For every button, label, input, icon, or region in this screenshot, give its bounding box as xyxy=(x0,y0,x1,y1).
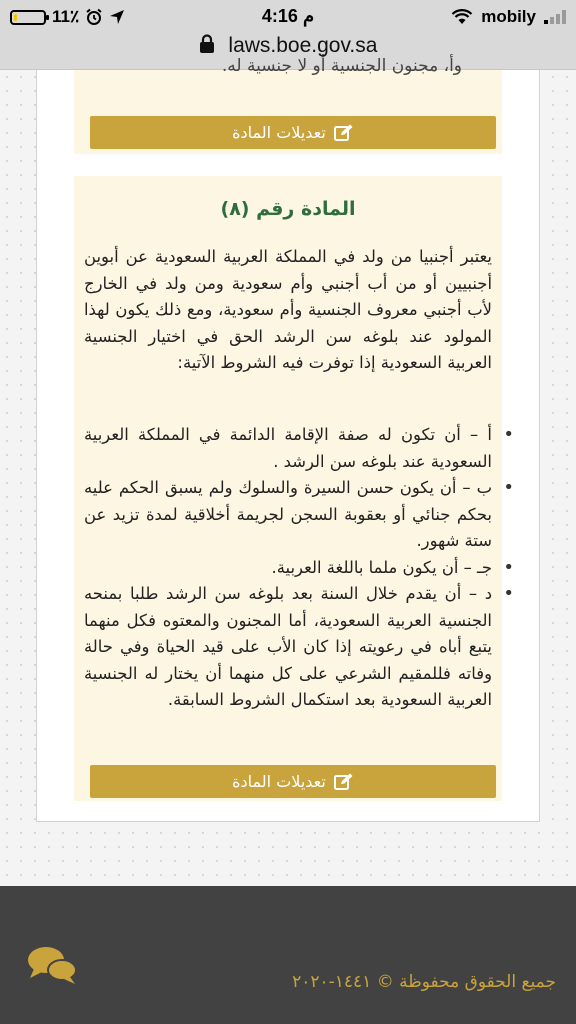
battery-percent: 11٪ xyxy=(52,7,80,26)
edit-icon xyxy=(334,124,354,142)
article-card xyxy=(74,176,514,801)
condition-text: جـ – أن يكون ملما باللغة العربية. xyxy=(271,557,492,577)
condition-text: د – أن يقدم خلال السنة بعد بلوغه سن الرشد طلبا بمنحه الجنسية العربية السعودية، أما المجنون والمعتوه فكل منهما يتبع أباه في رعويته إذا كان الأب على قيد الحياة وفي حالة وفاته فللمقيم الشرعي على كل منهما أن يختار له الجنسية العربية السعودية بعد استكمال الشروط السابقة. xyxy=(84,584,492,709)
previous-article-cut-text: وأ، مجنون الجنسية أو لا جنسية له. xyxy=(221,56,462,76)
article-conditions-list xyxy=(84,422,514,714)
previous-article-card xyxy=(74,56,502,154)
lock-icon xyxy=(199,34,215,54)
list-item xyxy=(84,555,514,582)
signal-icon xyxy=(544,10,566,24)
status-right xyxy=(451,7,566,27)
list-item xyxy=(84,581,514,714)
wifi-icon xyxy=(451,9,473,25)
bullet-icon: • xyxy=(503,477,514,498)
condition-text: ب – أن يكون حسن السيرة والسلوك ولم يسبق الحكم عليه بحكم جنائي أو بعقوبة السجن لجريمة أخلاقية لمدة تزيد عن ستة شهور. xyxy=(84,478,492,550)
footer xyxy=(0,886,576,1024)
page-content xyxy=(0,56,576,886)
edit-icon xyxy=(334,773,354,791)
condition-text: أ – أن تكون له صفة الإقامة الدائمة في المملكة العربية السعودية عند بلوغه سن الرشد . xyxy=(84,425,492,471)
status-bar xyxy=(0,0,576,32)
article-paragraph: يعتبر أجنبيا من ولد في المملكة العربية السعودية عن أبوين أجنبيين أو من أب أجنبي وأم سعودية ومن ولد في الخارج لأب أجنبي معروف الجنسية وأم سعودية، ومع ذلك يكون لهذا المولود عند بلوغه سن الرشد الحق في اختيار الجنسية العربية السعودية إذا توفرت فيه الشروط الآتية: xyxy=(84,247,492,372)
list-item xyxy=(84,422,514,475)
list-item xyxy=(84,475,514,555)
bullet-icon: • xyxy=(503,583,514,604)
bullet-icon: • xyxy=(503,424,514,445)
article-title: المادة رقم (٨) xyxy=(220,198,356,220)
article-amendments-button[interactable] xyxy=(90,765,496,798)
chat-bubbles-icon[interactable] xyxy=(26,944,78,986)
bullet-icon: • xyxy=(503,556,514,578)
article-amendments-label: تعديلات المادة xyxy=(232,123,326,142)
article-amendments-button[interactable] xyxy=(90,116,496,149)
url-text[interactable]: laws.boe.gov.sa xyxy=(228,34,378,57)
carrier-name: mobily xyxy=(481,7,536,26)
status-time: 4:16 م xyxy=(261,6,315,26)
article-amendments-label: تعديلات المادة xyxy=(232,772,326,791)
copyright-text: جميع الحقوق محفوظة © ١٤٤١-٢٠٢٠ xyxy=(292,972,556,992)
